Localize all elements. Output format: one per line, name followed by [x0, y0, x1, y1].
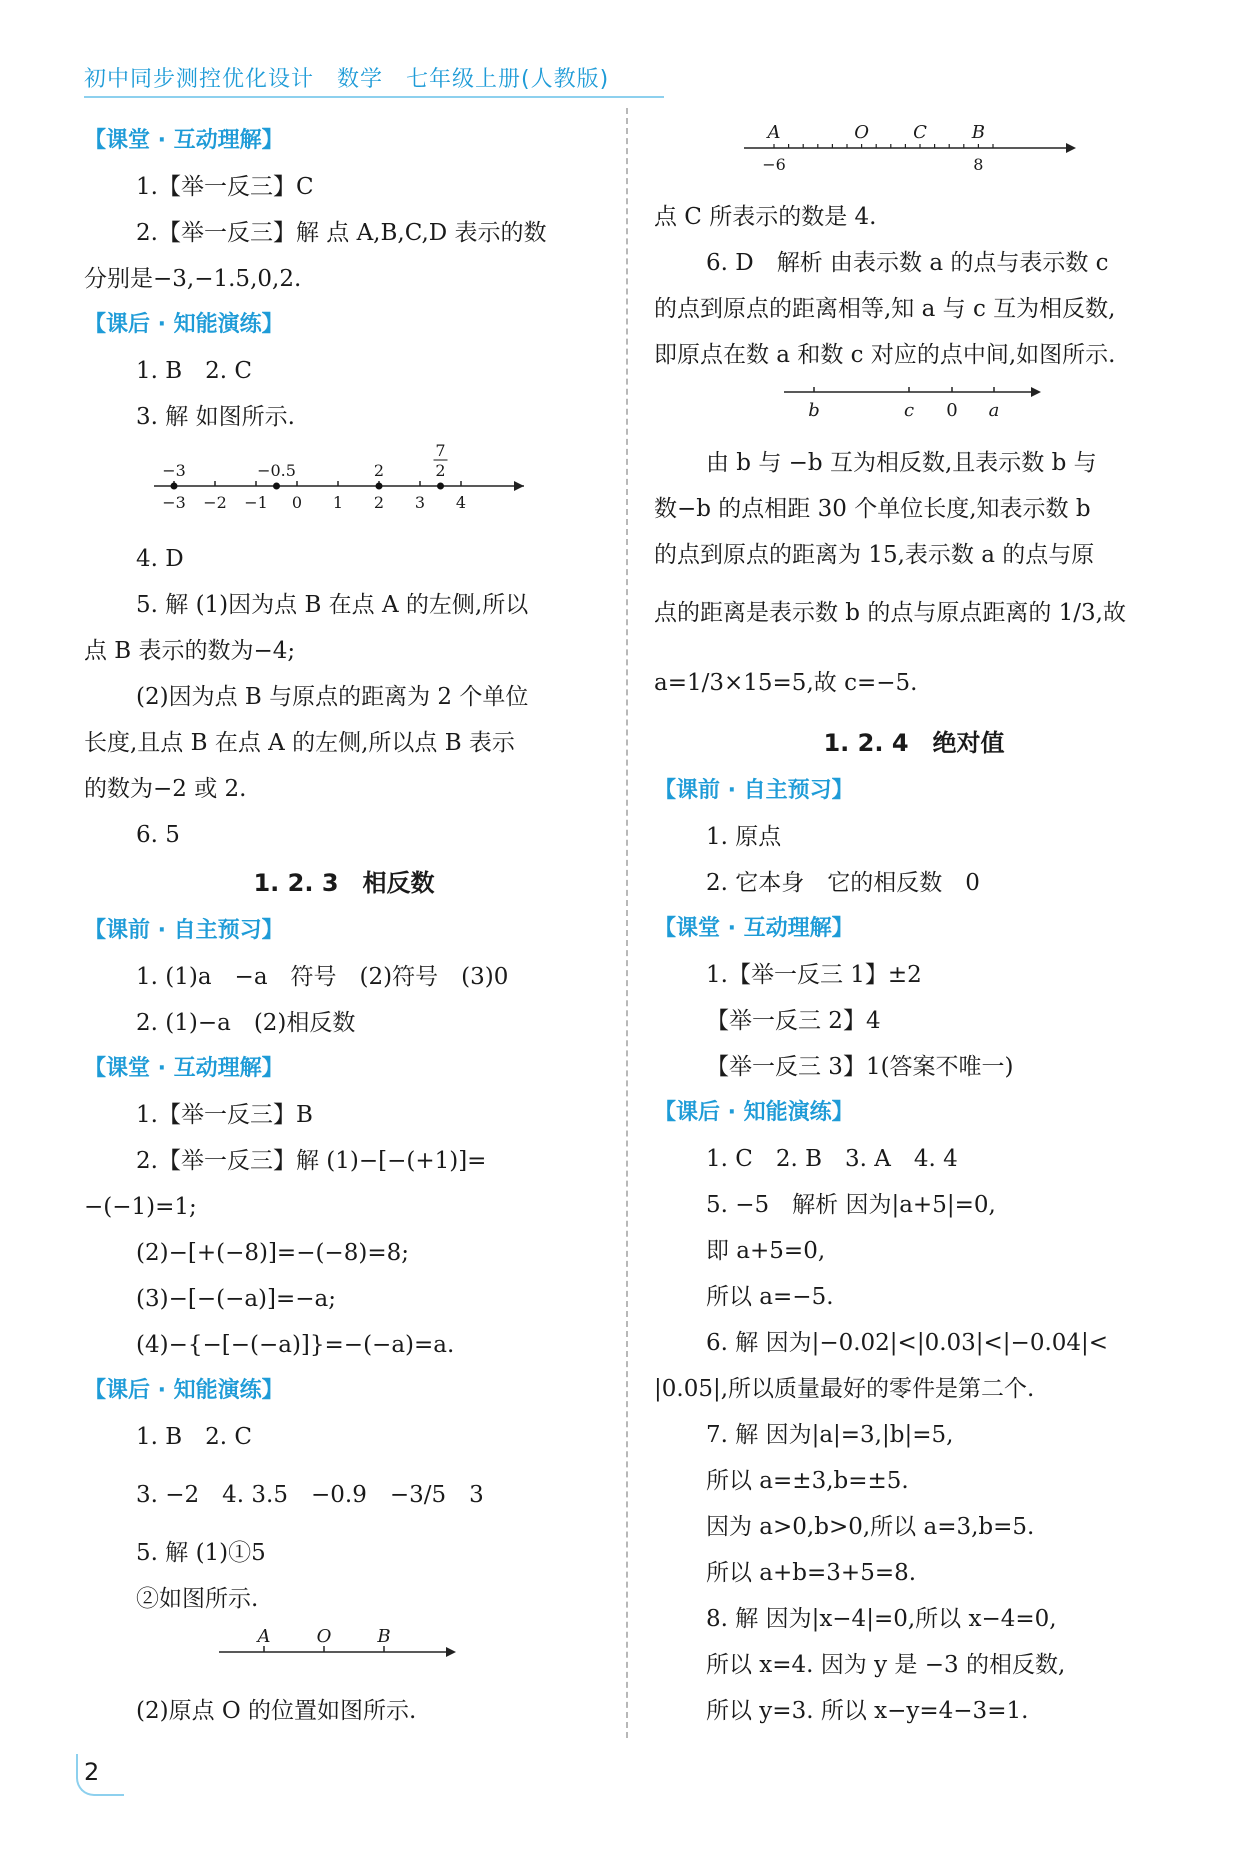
text-line: 3. 解 如图所示.	[136, 404, 295, 430]
section-heading: 【课后 · 知能演练】	[84, 1378, 284, 1403]
text-line: 【举一反三 3】1(答案不唯一)	[706, 1054, 1014, 1080]
text-line: 8. 解 因为|x−4|=0,所以 x−4=0,	[706, 1606, 1057, 1632]
point-label: B	[971, 122, 986, 143]
point-label: 0	[946, 400, 958, 421]
text-line: 1. B 2. C	[136, 1424, 253, 1450]
number-line-figure-2	[84, 1622, 604, 1672]
running-header: 初中同步测控优化设计 数学 七年级上册(人教版)	[84, 67, 610, 92]
text-line: 6. 解 因为|−0.02|<|0.03|<|−0.04|<	[706, 1330, 1109, 1356]
point-label: b	[808, 400, 820, 421]
tick-label: 1	[332, 493, 344, 512]
section-heading: 【课堂 · 互动理解】	[84, 128, 284, 153]
text-line: 所以 a+b=3+5=8.	[706, 1560, 917, 1586]
tick-label: 3	[414, 493, 426, 512]
text-line: 所以 y=3. 所以 x−y=4−3=1.	[706, 1698, 1029, 1724]
number-line-figure-4	[654, 378, 1174, 424]
text-line: 1. 原点	[706, 824, 782, 850]
text-line: 由 b 与 −b 互为相反数,且表示数 b 与	[706, 450, 1097, 476]
lesson-title: 1. 2. 3 相反数	[253, 869, 435, 897]
text-line: 4. D	[136, 546, 184, 572]
tick-label: −2	[203, 493, 227, 512]
point-label: −3	[162, 461, 186, 480]
text-line: 1. B 2. C	[136, 358, 253, 384]
text-line: 的数为−2 或 2.	[84, 776, 247, 802]
point-label: a	[988, 400, 1000, 421]
text-line: 【举一反三 2】4	[706, 1008, 881, 1034]
tick-label: 8	[973, 155, 984, 174]
axis-arrow	[446, 1647, 456, 1657]
page-number: 2	[84, 1758, 100, 1786]
axis-arrow	[514, 481, 524, 491]
point-marker	[171, 483, 178, 490]
number-line-block	[84, 1622, 604, 1688]
text-line: 2. 它本身 它的相反数 0	[706, 870, 980, 896]
text-line: 1.【举一反三】C	[136, 174, 314, 200]
text-line: 5. 解 (1)①5	[136, 1540, 266, 1566]
lesson-title: 1. 2. 4 绝对值	[823, 729, 1005, 757]
point-marker	[376, 483, 383, 490]
text-line: 6. 5	[136, 822, 180, 848]
section-heading: 【课后 · 知能演练】	[654, 1100, 854, 1125]
text-line: |0.05|,所以质量最好的零件是第二个.	[654, 1376, 1035, 1402]
point-label: O	[854, 122, 869, 143]
header-rule	[84, 96, 664, 98]
left-column	[84, 118, 604, 1734]
text-line: 数−b 的点相距 30 个单位长度,知表示数 b	[654, 496, 1091, 522]
text-line: 1. (1)a −a 符号 (2)符号 (3)0	[136, 964, 509, 990]
text-line: (2)−[+(−8)]=−(−8)=8;	[136, 1240, 409, 1266]
number-line-block	[84, 440, 604, 536]
text-line: 所以 a=±3,b=±5.	[706, 1468, 909, 1494]
text-line: 2.【举一反三】解 点 A,B,C,D 表示的数	[136, 220, 547, 246]
point-label: A	[257, 1626, 271, 1647]
point-label: c	[903, 400, 915, 421]
text-line: 点 C 所表示的数是 4.	[654, 204, 877, 230]
point-label: A	[767, 122, 781, 143]
text-line: 分别是−3,−1.5,0,2.	[84, 266, 302, 292]
point-marker	[437, 483, 444, 490]
point-label-numerator: 7	[435, 441, 446, 460]
section-heading: 【课前 · 自主预习】	[84, 918, 284, 943]
text-line: 3. −2 4. 3.5 −0.9 −3/5 3	[136, 1482, 484, 1508]
text-line: −(−1)=1;	[84, 1194, 197, 1220]
point-label: B	[377, 1626, 391, 1647]
text-line: (3)−[−(−a)]=−a;	[136, 1286, 337, 1312]
text-line: 5. 解 (1)因为点 B 在点 A 的左侧,所以	[136, 592, 529, 618]
text-line: (2)原点 O 的位置如图所示.	[136, 1698, 417, 1724]
section-heading: 【课堂 · 互动理解】	[654, 916, 854, 941]
text-line: 5. −5 解析 因为|a+5|=0,	[706, 1192, 996, 1218]
column-divider	[626, 108, 628, 1738]
right-column	[654, 118, 1174, 1734]
text-line: 的点到原点的距离相等,知 a 与 c 互为相反数,	[654, 296, 1116, 322]
axis-arrow	[1066, 143, 1076, 153]
point-label-denominator: 2	[435, 461, 446, 480]
text-line: 6. D 解析 由表示数 a 的点与表示数 c	[706, 250, 1109, 276]
text-line: (2)因为点 B 与原点的距离为 2 个单位	[136, 684, 529, 710]
section-heading: 【课前 · 自主预习】	[654, 778, 854, 803]
tick-label: −3	[162, 493, 186, 512]
text-line: 所以 a=−5.	[706, 1284, 834, 1310]
text-line: 7. 解 因为|a|=3,|b|=5,	[706, 1422, 954, 1448]
tick-label: 0	[291, 493, 303, 512]
section-heading: 【课堂 · 互动理解】	[84, 1056, 284, 1081]
text-line: 即原点在数 a 和数 c 对应的点中间,如图所示.	[654, 342, 1116, 368]
text-line: 所以 x=4. 因为 y 是 −3 的相反数,	[706, 1652, 1066, 1678]
number-line-block	[654, 118, 1174, 194]
text-line: 长度,且点 B 在点 A 的左侧,所以点 B 表示	[84, 730, 515, 756]
point-label: O	[316, 1626, 332, 1647]
text-line: a=1/3×15=5,故 c=−5.	[654, 670, 918, 696]
text-line: 点 B 表示的数为−4;	[84, 638, 296, 664]
axis-arrow	[1031, 387, 1041, 397]
tick-label: 4	[455, 493, 467, 512]
text-line: 因为 a>0,b>0,所以 a=3,b=5.	[706, 1514, 1035, 1540]
point-label: C	[913, 122, 927, 143]
tick-label: −1	[244, 493, 268, 512]
text-line: 2. (1)−a (2)相反数	[136, 1010, 356, 1036]
text-line: 1.【举一反三】B	[136, 1102, 313, 1128]
point-label: −0.5	[257, 461, 296, 480]
text-line: 1.【举一反三 1】±2	[706, 962, 922, 988]
number-line-figure-1	[84, 440, 604, 520]
number-line-block	[654, 378, 1174, 440]
tick-label: 2	[373, 493, 385, 512]
text-line: 即 a+5=0,	[706, 1238, 826, 1264]
text-line: 1. C 2. B 3. A 4. 4	[706, 1146, 958, 1172]
text-line: 2.【举一反三】解 (1)−[−(+1)]=	[136, 1148, 487, 1174]
point-marker	[273, 483, 280, 490]
text-line: 的点到原点的距离为 15,表示数 a 的点与原	[654, 542, 1095, 568]
text-line: 点的距离是表示数 b 的点与原点距离的 1/3,故	[654, 600, 1126, 626]
number-line-figure-3	[654, 118, 1174, 178]
text-line: (4)−{−[−(−a)]}=−(−a)=a.	[136, 1332, 455, 1358]
point-label: 2	[373, 461, 385, 480]
text-line: ②如图所示.	[136, 1586, 259, 1612]
section-heading: 【课后 · 知能演练】	[84, 312, 284, 337]
tick-label: −6	[762, 155, 786, 174]
